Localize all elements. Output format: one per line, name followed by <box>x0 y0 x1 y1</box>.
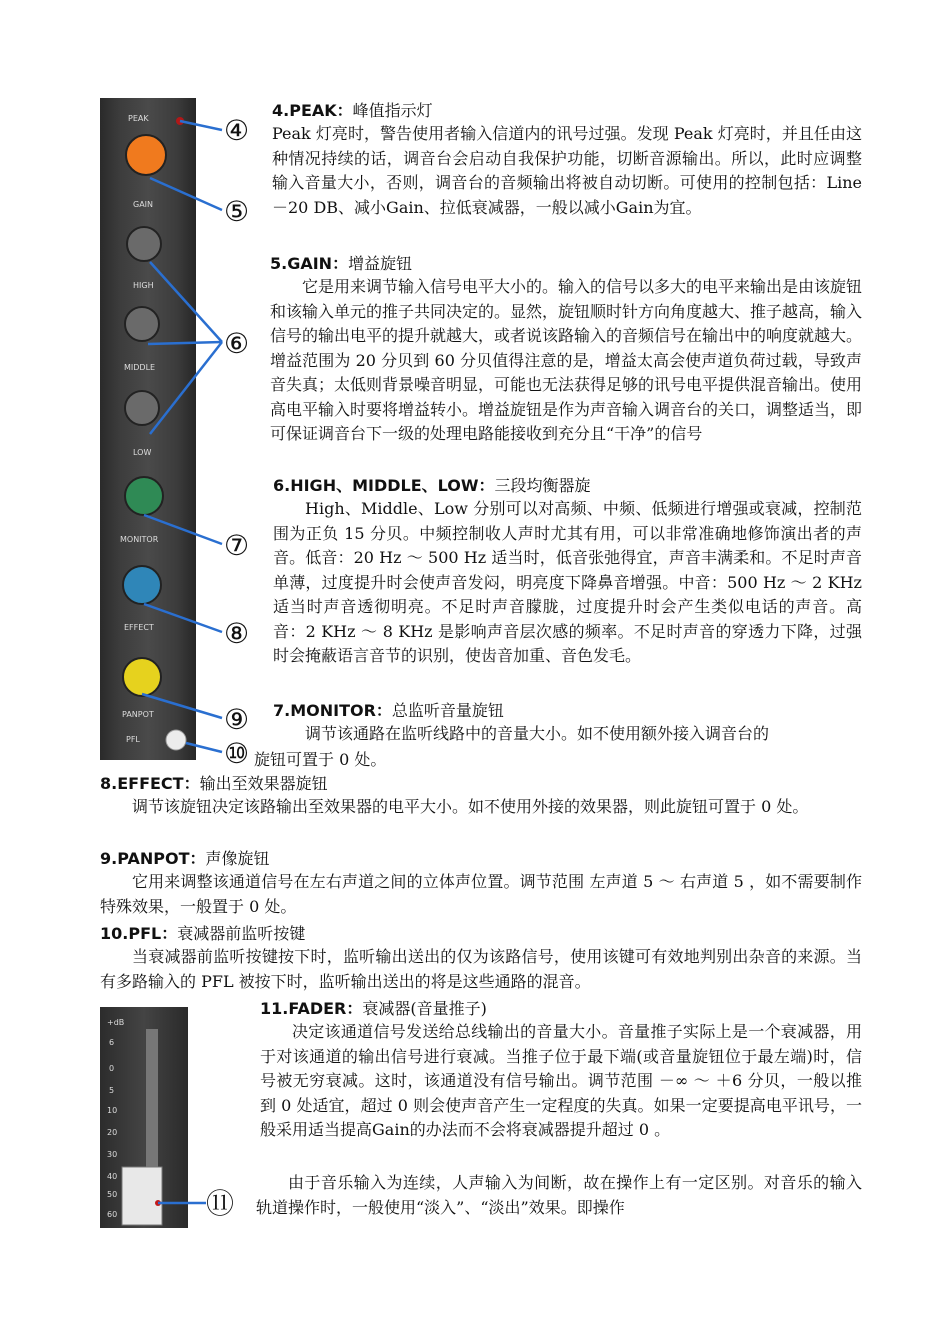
section-heading: 11.FADER：衰减器(音量推子) <box>260 999 487 1018</box>
strip-label-low: LOW <box>133 448 152 457</box>
high-knob[interactable] <box>127 227 161 261</box>
section-fader-continued: 由于音乐输入为连续，人声输入为间断，故在操作上有一定区别。对音乐的输入轨道操作时，一般使用“淡入”、“淡出”效果。即操作 <box>256 1173 862 1217</box>
strip-label-middle: MIDDLE <box>124 363 156 372</box>
monitor-knob[interactable] <box>125 477 163 515</box>
callout-5: ⑤ <box>224 195 250 228</box>
fader-knob[interactable] <box>122 1167 162 1225</box>
callout-11: ⑪ <box>206 1187 235 1220</box>
fader-scale-label: 6 <box>109 1038 115 1047</box>
section-fader <box>260 997 862 1143</box>
channel-strip-diagram <box>0 0 270 775</box>
gain-knob[interactable] <box>126 135 166 175</box>
section-monitor <box>273 699 862 747</box>
effect-knob[interactable] <box>123 566 161 604</box>
fader-scale-label: 20 <box>107 1128 118 1137</box>
callout-line-pfl <box>186 743 222 752</box>
section-gain <box>270 252 862 447</box>
callout-line-low <box>150 342 222 434</box>
strip-label-high: HIGH <box>133 281 154 290</box>
fader-scale-label: 30 <box>107 1150 118 1159</box>
section-heading: 10.PFL：衰减器前监听按键 <box>100 924 306 943</box>
section-pfl <box>100 922 862 994</box>
callout-6: ⑥ <box>224 327 250 360</box>
fader-diagram <box>100 1007 250 1229</box>
section-heading: 6.HIGH、MIDDLE、LOW：三段均衡器旋 <box>273 476 591 495</box>
section-body: 决定该通道信号发送给总线输出的音量大小。音量推子实际上是一个衰减器，用于对该通道的输出信号进行衰减。当推子位于最下端(或音量旋钮位于最左端)时，信号被无穷衰减。这时，该通道没有信号输出。调节范围 －∞ ～ ＋6 分贝，一般以推到 0 处适宜，超过 0 则会使声音产生一定程度的失真。如果一定要提高电平讯号，一般采用适当提高Gain的办法而不会将衰减器提升超过 0 。 <box>260 1022 862 1139</box>
fader-scale-label: 10 <box>107 1106 118 1115</box>
section-peak <box>272 99 862 220</box>
fader-scale-label: 60 <box>107 1210 118 1219</box>
section-heading: 7.MONITOR：总监听音量旋钮 <box>273 701 504 720</box>
section-heading: 9.PANPOT：声像旋钮 <box>100 849 270 868</box>
callout-line-middle <box>148 342 222 344</box>
section-monitor-continued: 旋钮可置于 0 处。 <box>254 750 387 769</box>
section-panpot <box>100 847 862 919</box>
section-body: High、Middle、Low 分别可以对高频、中频、低频进行增强或衰减，控制范围为正负 15 分贝。中频控制收人声时尤其有用，可以非常准确地修饰演出者的声音。低音：20 Hz ～ 500 Hz 适当时，低音张弛得宜，声音丰满柔和。不足时声音单薄，过度提升时会使声音发闷，明亮度下降鼻音增强。中音：500 Hz ～ 2 KHz 适当时声音透彻明亮。不足时声音朦胧，过度提升时会产生类似电话的声音。高音：2 KHz ～ 8 KHz 是影响声音层次感的频率。不足时声音的穿透力下降，过强时会掩蔽语言音节的识别，使齿音加重、音色发毛。 <box>273 499 862 665</box>
callout-10: ⑩ <box>224 737 250 770</box>
strip-label-peak: PEAK <box>128 114 149 123</box>
fader-scale-label: 50 <box>107 1190 118 1199</box>
section-body: Peak 灯亮时，警告使用者输入信道内的讯号过强。发现 Peak 灯亮时，并且任由这种情况持续的话，调音台会启动自我保护功能，切断音源输出。所以，此时应调整输入音量大小，否则，调音台的音频输出将被自动切断。可使用的控制包括：Line －20 DB、减小Gain、拉低衰减器，一般以减小Gain为宜。 <box>272 124 862 217</box>
strip-label-monitor: MONITOR <box>120 535 159 544</box>
callout-line-effect <box>144 604 222 632</box>
panpot-knob[interactable] <box>123 658 161 696</box>
section-heading: 4.PEAK：峰值指示灯 <box>272 101 433 120</box>
section-body: 当衰减器前监听按键按下时，监听输出送出的仅为该路信号，使用该键可有效地判别出杂音的来源。当有多路输入的 PFL 被按下时，监听输出送出的将是这些通路的混音。 <box>100 947 862 991</box>
section-body: 它用来调整该通道信号在左右声道之间的立体声位置。调节范围 左声道 5 ～ 右声道 5 ，如不需要制作特殊效果，一般置于 0 处。 <box>100 872 862 916</box>
callout-7: ⑦ <box>224 529 250 562</box>
section-heading: 5.GAIN：增益旋钮 <box>270 254 413 273</box>
middle-knob[interactable] <box>125 307 159 341</box>
fader-scale-label: +dB <box>107 1018 125 1027</box>
pfl-button[interactable] <box>166 730 186 750</box>
section-eq <box>273 474 862 669</box>
strip-label-effect: EFFECT <box>124 623 154 632</box>
fader-scale-label: 0 <box>109 1064 115 1073</box>
strip-label-pfl: PFL <box>126 735 140 744</box>
section-body: 调节该通路在监听线路中的音量大小。如不使用额外接入调音台的 <box>305 724 770 743</box>
low-knob[interactable] <box>125 391 159 425</box>
fader-scale-label: 5 <box>109 1086 115 1095</box>
callout-4: ④ <box>224 114 250 147</box>
callout-line-high <box>150 262 222 342</box>
callout-line-gain <box>150 178 222 210</box>
section-body: 它是用来调节输入信号电平大小的。输入的信号以多大的电平来输出是由该旋钮和该输入单元的推子共同决定的。显然，旋钮顺时针方向角度越大、推子越高，输入信号的输出电平的提升就越大，或者说该路输入的音频信号在输出中的响度就越大。增益范围为 20 分贝到 60 分贝值得注意的是，增益太高会使声道负荷过载，导致声音失真；太低则背景噪音明显，可能也无法获得足够的讯号电平提供混音输出。使用高电平输入时要将增益转小。增益旋钮是作为声音输入调音台的关口，调整适当，即可保证调音台下一级的处理电路能接收到充分且“干净”的信号 <box>270 277 863 443</box>
callout-line-peak <box>180 121 222 130</box>
callout-line-panpot <box>142 694 222 718</box>
section-heading: 8.EFFECT：输出至效果器旋钮 <box>100 774 328 793</box>
fader-scale-label: 40 <box>107 1172 118 1181</box>
strip-label-panpot: PANPOT <box>122 710 154 719</box>
callout-8: ⑧ <box>224 617 250 650</box>
section-body: 调节该旋钮决定该路输出至效果器的电平大小。如不使用外接的效果器，则此旋钮可置于 0 处。 <box>132 797 809 816</box>
section-effect <box>100 772 862 820</box>
strip-label-gain: GAIN <box>133 200 154 209</box>
callout-9: ⑨ <box>224 703 250 736</box>
